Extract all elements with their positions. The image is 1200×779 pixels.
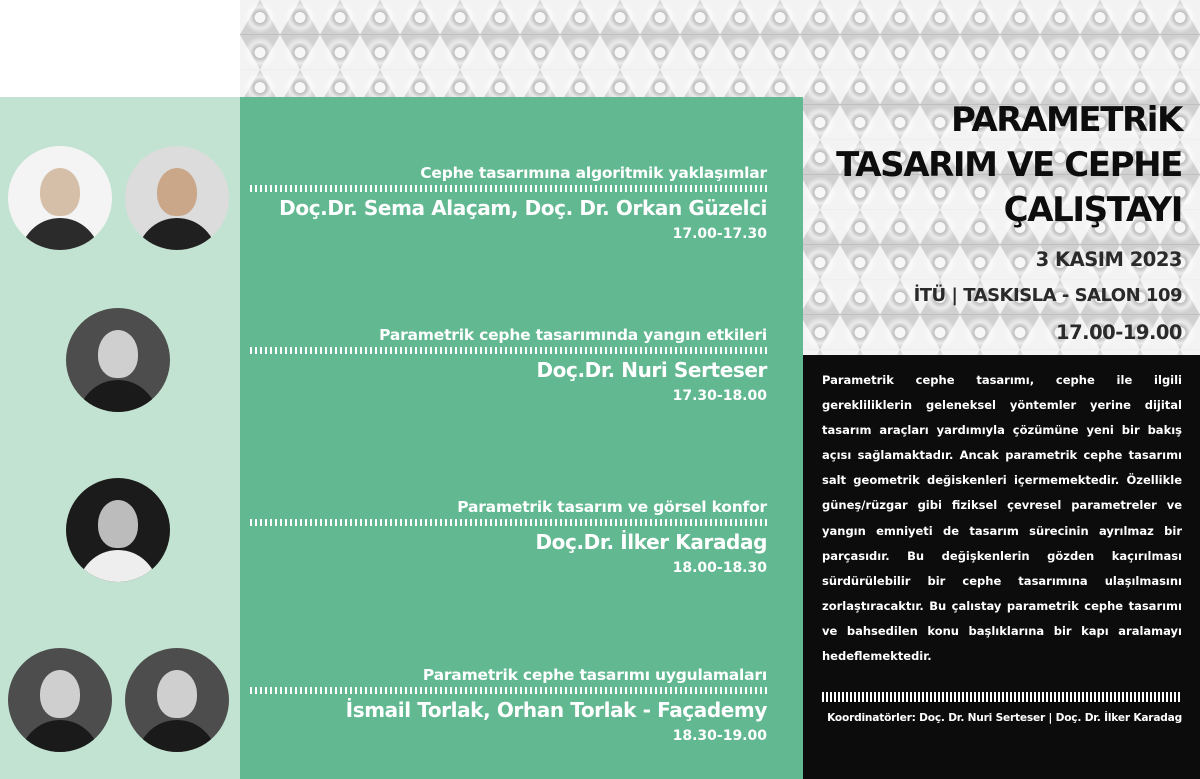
- title-line-3: ÇALIŞTAYI: [1003, 190, 1182, 230]
- event-time: 17.00-19.00: [1056, 321, 1182, 344]
- session-2: [250, 326, 767, 404]
- session-title: Parametrik cephe tasarımı uygulamaları: [422, 666, 767, 684]
- title-line-2: TASARIM VE CEPHE: [836, 145, 1182, 185]
- session-title: Parametrik tasarım ve görsel konfor: [457, 498, 767, 516]
- session-speakers: İsmail Torlak, Orhan Torlak - Façademy: [345, 698, 767, 722]
- session-title: Cephe tasarımına algoritmik yaklaşımlar: [420, 164, 767, 182]
- session-1: [250, 164, 767, 242]
- session-speakers: Doç.Dr. İlker Karadag: [535, 530, 767, 554]
- session-title: Parametrik cephe tasarımında yangın etkileri: [379, 326, 767, 344]
- speaker-photo-orkan-guzelci: [125, 146, 229, 250]
- session-3: [250, 498, 767, 576]
- speaker-photo-ismail-torlak: [8, 648, 112, 752]
- session-divider: [250, 347, 767, 354]
- event-date: 3 KASIM 2023: [1035, 248, 1182, 271]
- speaker-photo-orhan-torlak: [125, 648, 229, 752]
- speaker-photo-sema-alacam: [8, 146, 112, 250]
- session-divider: [250, 519, 767, 526]
- session-time: 18.30-19.00: [672, 728, 767, 744]
- session-speakers: Doç.Dr. Sema Alaçam, Doç. Dr. Orkan Güzelci: [279, 196, 767, 220]
- workshop-description: Parametrik cephe tasarımı, cephe ile ilgili gerekliliklerin geleneksel yöntemler yerine dijital tasarım araçları yardımıyla çözümüne yeni bir bakış açısı sağlamaktadır. Ancak parametrik cephe tasarımı salt geometrik değiskenleri içermemektedir. Özellikle güneş/rüzgar gibi fiziksel çevresel parametreler ve yangın emniyeti de tasarım sürecinin ayrılmaz bir parçasıdır. Bu değişkenlerin gözden kaçırılması sürdürülebilir bir cephe tasarımına ulaşılmasını zorlaştıracaktır. Bu çalıstay parametrik cephe tasarımı ve bahsedilen konu başlıklarına bir kapı aralamayı hedeflemektedir.: [822, 373, 1182, 664]
- speaker-photo-nuri-serteser: [66, 308, 170, 412]
- session-speakers: Doç.Dr. Nuri Serteser: [536, 358, 767, 382]
- session-divider: [250, 687, 767, 694]
- session-time: 17.30-18.00: [672, 388, 767, 404]
- session-divider: [250, 185, 767, 192]
- speaker-photo-ilker-karadag: [66, 478, 170, 582]
- coordinators: Koordinatörler: Doç. Dr. Nuri Serteser | Doç. Dr. İlker Karadag: [827, 712, 1182, 724]
- session-time: 17.00-17.30: [672, 226, 767, 242]
- title-line-1: PARAMETRiK: [950, 100, 1182, 140]
- session-time: 18.00-18.30: [672, 560, 767, 576]
- workshop-title: [806, 98, 1182, 233]
- event-venue: İTÜ | TASKISLA - SALON 109: [913, 285, 1182, 306]
- session-4: [250, 666, 767, 744]
- description-divider: [822, 692, 1182, 702]
